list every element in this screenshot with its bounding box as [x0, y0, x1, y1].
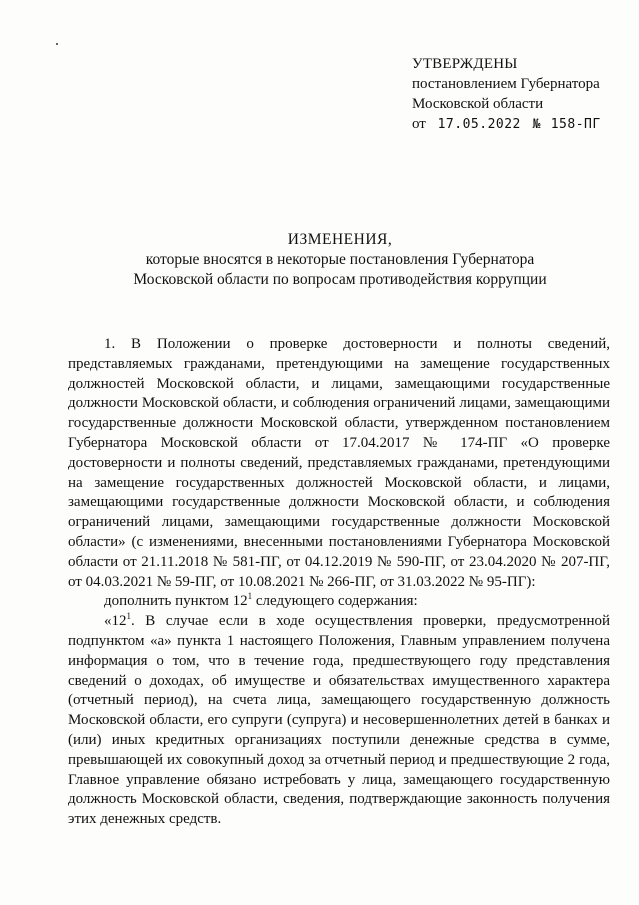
approval-date: 17.05.2022: [437, 117, 521, 132]
paragraph-2-text-start: дополнить пунктом 12: [104, 593, 248, 610]
approval-date-line: [412, 114, 632, 135]
paragraph-1: 1. В Положении о проверке достоверности и полноты сведений, представляемых гражданами, претендующими на замещение государственных должностей Московской области, и лицами, замещающими государственные должности Московской области, и соблюдения ограничений лицами, замещающими государственные должности Московской области, утвержденном постановлением Губернатора Московской области от 17.04.2017 № 174-ПГ «О проверке достоверности и полноты сведений, представляемых гражданами, претендующими на замещение государственных должностей Московской области, и лицами, замещающими государственные должности Московской области, и соблюдения ограничений лицами, замещающими государственные должности Московской области» (с изменениями, внесенными постановлениями Губернатора Московской области от 21.11.2018 № 581-ПГ, от 04.12.2019 № 590-ПГ, от 23.04.2020 № 207-ПГ, от 04.03.2021 № 59-ПГ, от 10.08.2021 № 266-ПГ, от 31.03.2022 № 95-ПГ):: [68, 336, 610, 590]
document-subtitle-line-1: которые вносятся в некоторые постановления Губернатора: [145, 251, 535, 268]
approval-line-1: постановлением Губернатора: [412, 76, 600, 92]
approval-from-label: от: [412, 116, 426, 132]
approval-line-2: Московской области: [412, 96, 544, 112]
paragraph-2-text-end: следующего содержания:: [252, 593, 418, 610]
paragraph-2: [68, 592, 610, 612]
document-body: [68, 335, 610, 830]
approval-number: 158-ПГ: [550, 117, 601, 132]
paragraph-3-text-start: «12: [104, 613, 127, 630]
document-subtitle-line-2: Московской области по вопросам противодействия коррупции: [133, 271, 547, 288]
document-title-block: [60, 230, 620, 290]
approval-number-sign: №: [532, 117, 541, 132]
document-title: ИЗМЕНЕНИЯ,: [287, 231, 393, 248]
paragraph-3: [68, 612, 610, 830]
paragraph-3-superscript: 1: [126, 611, 131, 622]
approval-heading: УТВЕРЖДЕНЫ: [412, 56, 518, 72]
scan-speck: [56, 43, 58, 45]
approval-block: [412, 54, 632, 135]
paragraph-2-superscript: 1: [247, 591, 253, 602]
paragraph-3-text-end: . В случае если в ходе осуществления проверки, предусмотренной подпунктом «а» пункта 1 настоящего Положения, Главным управлением получена информация о том, что в течение года, предшествующего году представления сведений о доходах, об имуществе и обязательствах имущественного характера (отчетный период), на счета лица, замещающего государственную должность Московской области, его супруги (супруга) и несовершеннолетних детей в банках и (или) иных кредитных организациях поступили денежные средства в сумме, превышающей их совокупный доход за отчетный период и предшествующие 2 года, Главное управление обязано истребовать у лица, замещающего государственную должность Московской области, сведения, подтверждающие законность получения этих денежных средств.: [68, 613, 610, 828]
